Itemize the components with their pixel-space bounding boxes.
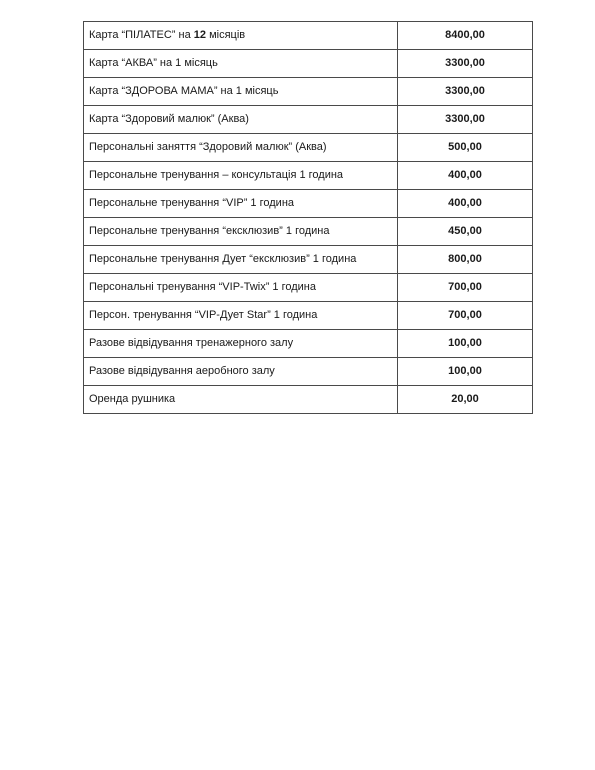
table-row — [84, 246, 533, 274]
service-name: Карта “Здоровий малюк” (Аква) — [89, 113, 249, 125]
service-name-cell — [84, 134, 398, 162]
service-name: Персональні тренування “VIP-Twix” 1 година — [89, 281, 316, 293]
price-table — [83, 21, 533, 414]
service-name-cell — [84, 106, 398, 134]
price-cell: 700,00 — [398, 274, 533, 302]
price-cell: 100,00 — [398, 358, 533, 386]
table-row — [84, 302, 533, 330]
price-cell: 400,00 — [398, 190, 533, 218]
table-row — [84, 162, 533, 190]
service-name: Карта “ПІЛАТЕС” на — [89, 29, 194, 41]
table-row — [84, 330, 533, 358]
service-name: Персональне тренування Дует “ексклюзив” 1 година — [89, 253, 357, 265]
price-cell: 3300,00 — [398, 78, 533, 106]
service-name-cell — [84, 218, 398, 246]
table-row — [84, 358, 533, 386]
price-cell: 3300,00 — [398, 50, 533, 78]
service-name-cell — [84, 386, 398, 414]
price-cell: 3300,00 — [398, 106, 533, 134]
service-name: Разове відвідування тренажерного залу — [89, 337, 294, 349]
service-name: Персональне тренування “VIP” 1 година — [89, 197, 295, 209]
price-cell: 500,00 — [398, 134, 533, 162]
service-name-cell — [84, 162, 398, 190]
table-row — [84, 134, 533, 162]
service-name-cell — [84, 246, 398, 274]
table-row — [84, 106, 533, 134]
service-name: Оренда рушника — [89, 393, 176, 405]
service-name-cell — [84, 274, 398, 302]
price-cell: 20,00 — [398, 386, 533, 414]
price-cell: 400,00 — [398, 162, 533, 190]
service-name: Персональне тренування “ексклюзив” 1 година — [89, 225, 330, 237]
table-row — [84, 22, 533, 50]
service-name-cell — [84, 302, 398, 330]
table-row — [84, 78, 533, 106]
service-name: Карта “ЗДОРОВА МАМА” на 1 місяць — [89, 85, 279, 97]
table-row — [84, 218, 533, 246]
price-cell: 450,00 — [398, 218, 533, 246]
service-name-suffix: місяців — [206, 29, 246, 41]
table-row — [84, 386, 533, 414]
service-name-cell — [84, 358, 398, 386]
service-name: Персональне тренування – консультація 1 година — [89, 169, 344, 181]
table-row — [84, 274, 533, 302]
price-cell: 700,00 — [398, 302, 533, 330]
service-name-bold: 12 — [193, 29, 207, 41]
service-name: Персональні заняття “Здоровий малюк” (Аква) — [89, 141, 327, 153]
service-name-cell — [84, 50, 398, 78]
service-name: Разове відвідування аеробного залу — [89, 365, 275, 377]
table-row — [84, 50, 533, 78]
table-row — [84, 190, 533, 218]
price-cell: 100,00 — [398, 330, 533, 358]
service-name-cell — [84, 22, 398, 50]
price-cell: 800,00 — [398, 246, 533, 274]
service-name-cell — [84, 330, 398, 358]
price-cell: 8400,00 — [398, 22, 533, 50]
service-name-cell — [84, 190, 398, 218]
service-name: Персон. тренування “VIP-Дует Star” 1 година — [89, 309, 318, 321]
service-name-cell — [84, 78, 398, 106]
service-name: Карта “АКВА” на 1 місяць — [89, 57, 218, 69]
